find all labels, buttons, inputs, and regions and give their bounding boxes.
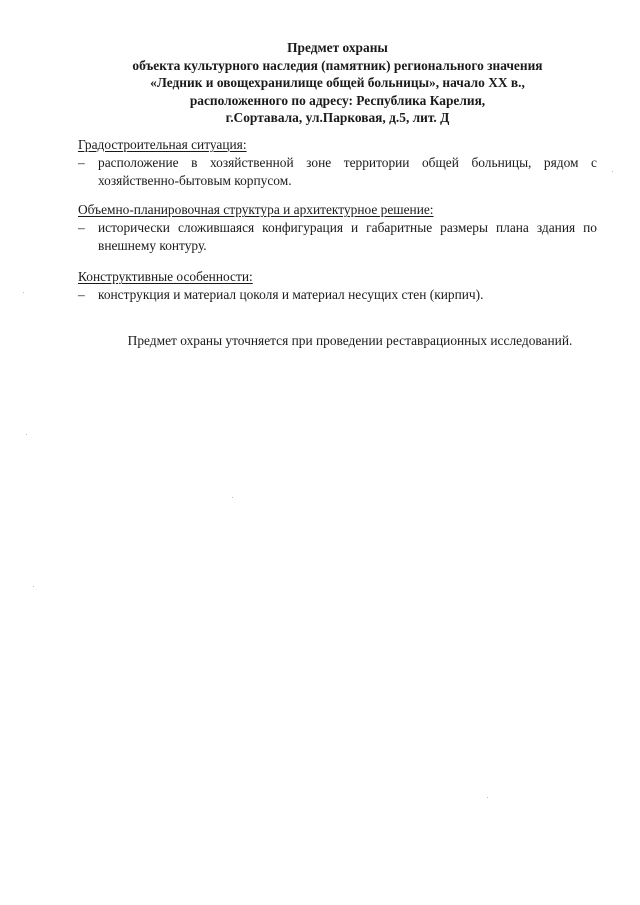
scan-speck (612, 171, 613, 172)
bullet-dash: – (78, 219, 85, 235)
scan-speck (487, 797, 488, 798)
section-structural-features (78, 268, 597, 304)
section-urban-planning (78, 136, 597, 189)
bullet-dash: – (78, 286, 85, 302)
bullet-dash: – (78, 154, 85, 170)
scan-speck (26, 434, 27, 435)
list-item-text: исторически сложившаяся конфигурация и габаритные размеры плана здания по внешнему контуру. (98, 219, 597, 253)
list-item (78, 154, 597, 190)
title-line-3: «Ледник и овощехранилище общей больницы», начало XX в., (150, 75, 525, 91)
scan-speck (33, 586, 34, 587)
list-item (78, 219, 597, 255)
section-heading: Объемно-планировочная структура и архитектурное решение: (78, 202, 434, 217)
scan-speck (23, 292, 24, 293)
title-line-1: Предмет охраны (287, 40, 388, 55)
document-title (60, 39, 615, 127)
section-heading: Градостроительная ситуация: (78, 137, 247, 152)
section-heading: Конструктивные особенности: (78, 269, 253, 284)
section-volume-planning (78, 201, 597, 254)
title-line-5: г.Сортавала, ул.Парковая, д.5, лит. Д (225, 110, 450, 126)
list-item-text: конструкция и материал цоколя и материал несущих стен (кирпич). (98, 286, 484, 302)
title-line-2: объекта культурного наследия (памятник) регионального значения (132, 57, 543, 73)
list-item (78, 286, 597, 304)
closing-note: Предмет охраны уточняется при проведении реставрационных исследований. (127, 333, 573, 348)
list-item-text: расположение в хозяйственной зоне территории общей больницы, рядом с хозяйственно-бытовым корпусом. (98, 154, 597, 188)
title-line-4: расположенного по адресу: Республика Карелия, (189, 92, 486, 108)
scan-speck (232, 497, 233, 498)
